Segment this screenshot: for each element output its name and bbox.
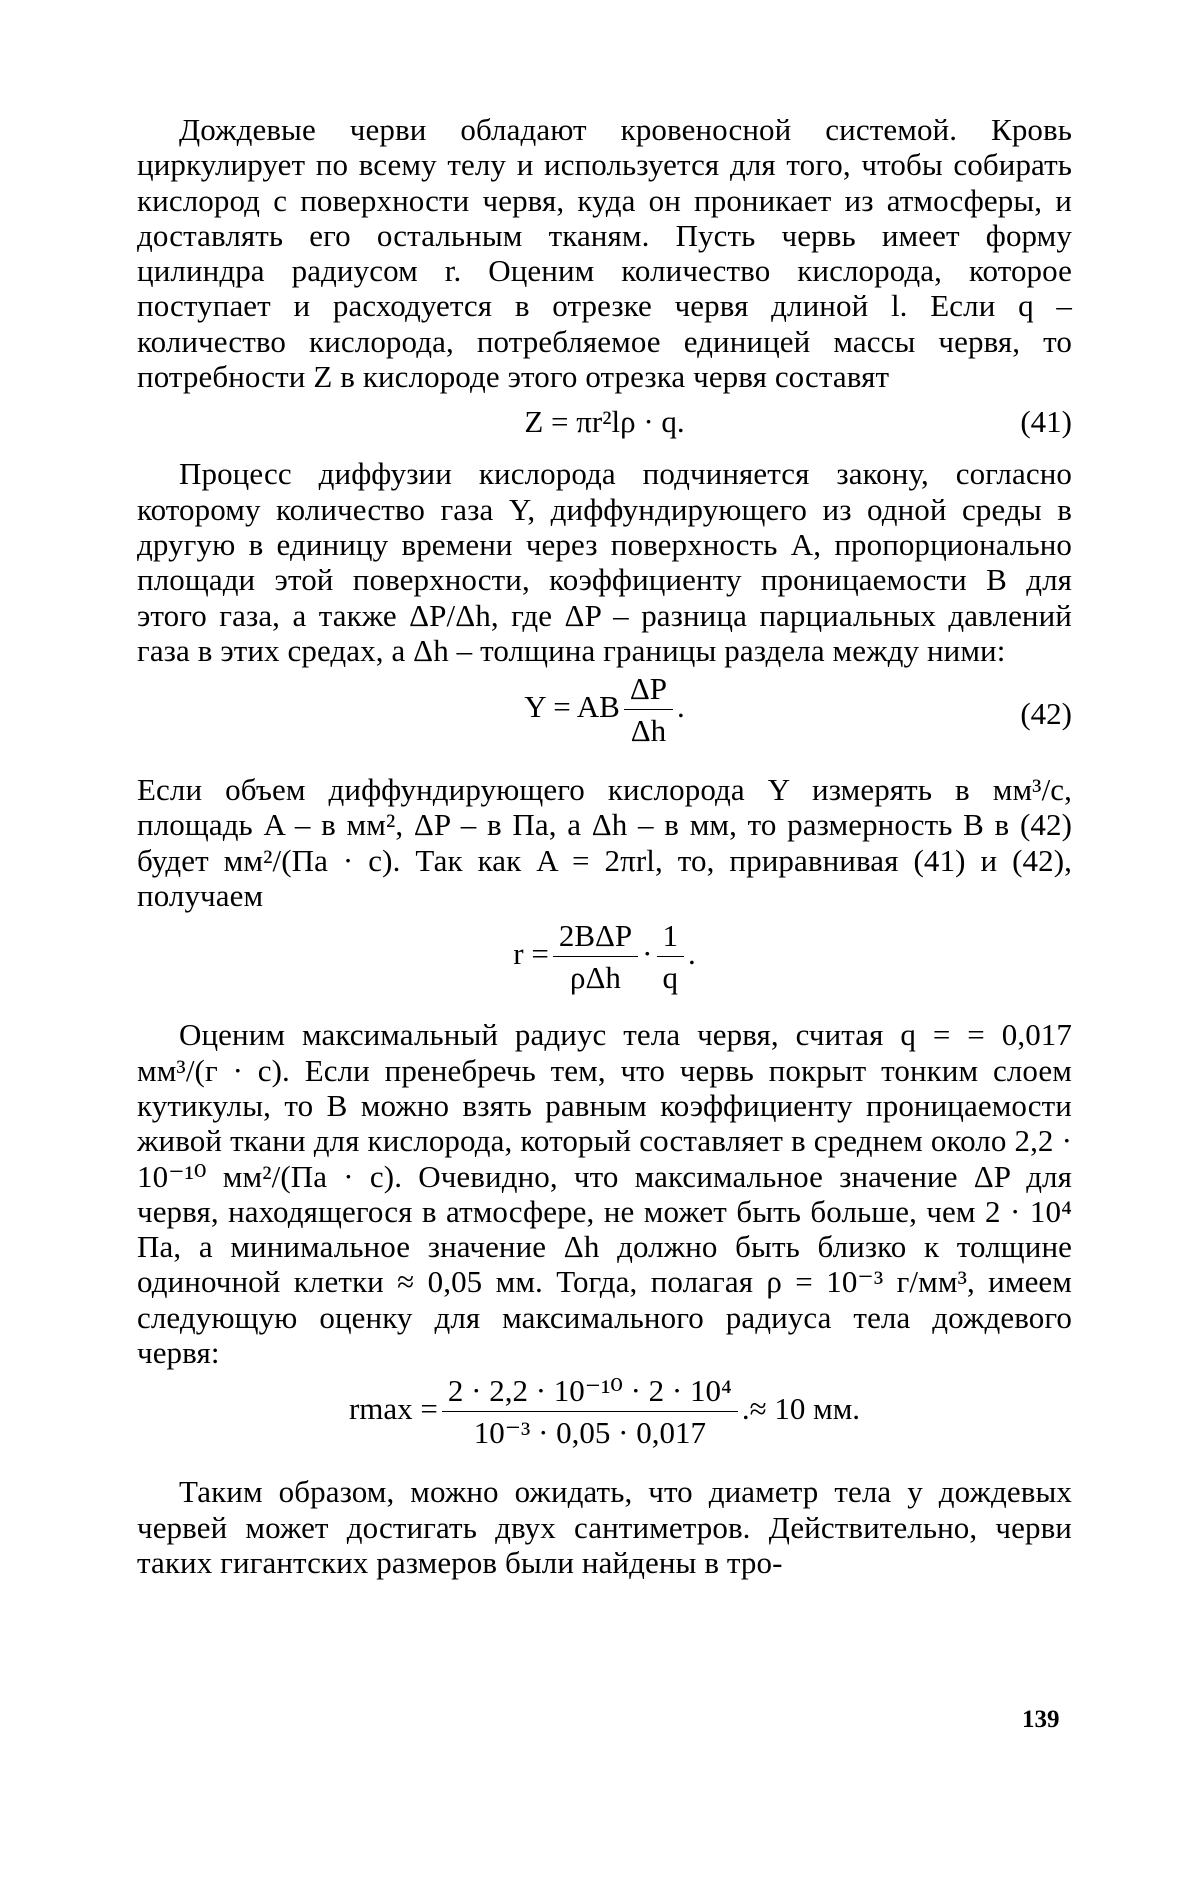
equation-rmax-denominator: 10⁻³ · 0,05 · 0,017 [473, 1415, 706, 1451]
equation-r-numerator-1: 2BΔP [553, 919, 638, 957]
equation-r-fraction-2 [657, 919, 685, 995]
equation-42 [137, 668, 1072, 772]
paragraph-4: Оценим максимальный радиус тела червя, считая q = = 0,017 мм³/(г · с). Если пренебречь тем, что червь покрыт тонким слоем кутикулы, то B можно взять равным коэффициенту проницаемости живой ткани для кислорода, который составляет в среднем около 2,2 · 10⁻¹⁰ мм²/(Па · с). Очевидно, что максимальное значение ΔP для червя, находящегося в атмосфере, не может быть больше, чем 2 · 10⁴ Па, а минимальное значение Δh должно быть близко к толщине одиночной клетки ≈ 0,05 мм. Тогда, полагая ρ = 10⁻³ г/мм³, имеем следующую оценку для максимального радиуса тела дождевого червя: [137, 1017, 1072, 1371]
text-column [137, 112, 1072, 1580]
equation-rmax [137, 1370, 1072, 1474]
equation-r-numerator-2: 1 [657, 919, 685, 957]
paragraph-5: Таким образом, можно ожидать, что диаметр тела у дождевых червей может достигать двух сантиметров. Действительно, черви таких гигантских размеров были найдены в тро- [137, 1474, 1072, 1580]
equation-r [137, 913, 1072, 1017]
paragraph-1: Дождевые черви обладают кровеносной системой. Кровь циркулирует по всему телу и используется для того, чтобы собирать кислород с поверхности червя, куда он проникает из атмосферы, и доставлять его остальным тканям. Пусть червь имеет форму цилиндра радиусом r. Оценим количество кислорода, которое поступает и расходуется в отрезке червя длиной l. Если q – количество кислорода, потребляемое единицей массы червя, то потребности Z в кислороде этого отрезка червя составят [137, 112, 1072, 395]
equation-rmax-tail: .≈ 10 мм. [741, 1391, 861, 1427]
equation-rmax-lhs: rmax = [348, 1391, 438, 1427]
equation-rmax-fraction [442, 1374, 738, 1450]
equation-r-denominator-1: ρΔh [570, 960, 621, 996]
equation-42-denominator: Δh [630, 713, 667, 749]
page-number: 139 [1022, 1706, 1060, 1733]
equation-r-lhs: r = [513, 936, 549, 972]
equation-r-tail: . [688, 936, 696, 972]
equation-r-fraction-1 [553, 919, 638, 995]
equation-42-lhs: Y = AB [524, 689, 620, 725]
equation-41-body: Z = πr²lρ · q. [524, 404, 685, 440]
paragraph-2: Процесс диффузии кислорода подчиняется закону, согласно которому количество газа Y, диффундирующего из одной среды в другую в единицу времени через поверхность A, пропорционально площади этой поверхности, коэффициенту проницаемости B для этого газа, а также ΔP/Δh, где ΔP – разница парциальных давлений газа в этих средах, а Δh – толщина границы раздела между ними: [137, 456, 1072, 668]
equation-r-denominator-2: q [662, 960, 678, 996]
equation-42-numerator: ΔP [624, 672, 673, 710]
equation-41 [137, 394, 1072, 456]
equation-42-tail: . [677, 689, 685, 725]
equation-rmax-numerator: 2 · 2,2 · 10⁻¹⁰ · 2 · 10⁴ [442, 1374, 738, 1412]
equation-r-dot: · [642, 936, 653, 972]
equation-42-number: (42) [1020, 696, 1072, 732]
equation-42-fraction [624, 672, 673, 748]
paragraph-3: Если объем диффундирующего кислорода Y измерять в мм³/с, площадь A – в мм², ΔP – в Па, а Δh – в мм, то размерность B в (42) будет мм²/(Па · с). Так как A = 2πrl, то, приравнивая (41) и (42), получаем [137, 772, 1072, 914]
equation-41-number: (41) [1020, 404, 1072, 440]
